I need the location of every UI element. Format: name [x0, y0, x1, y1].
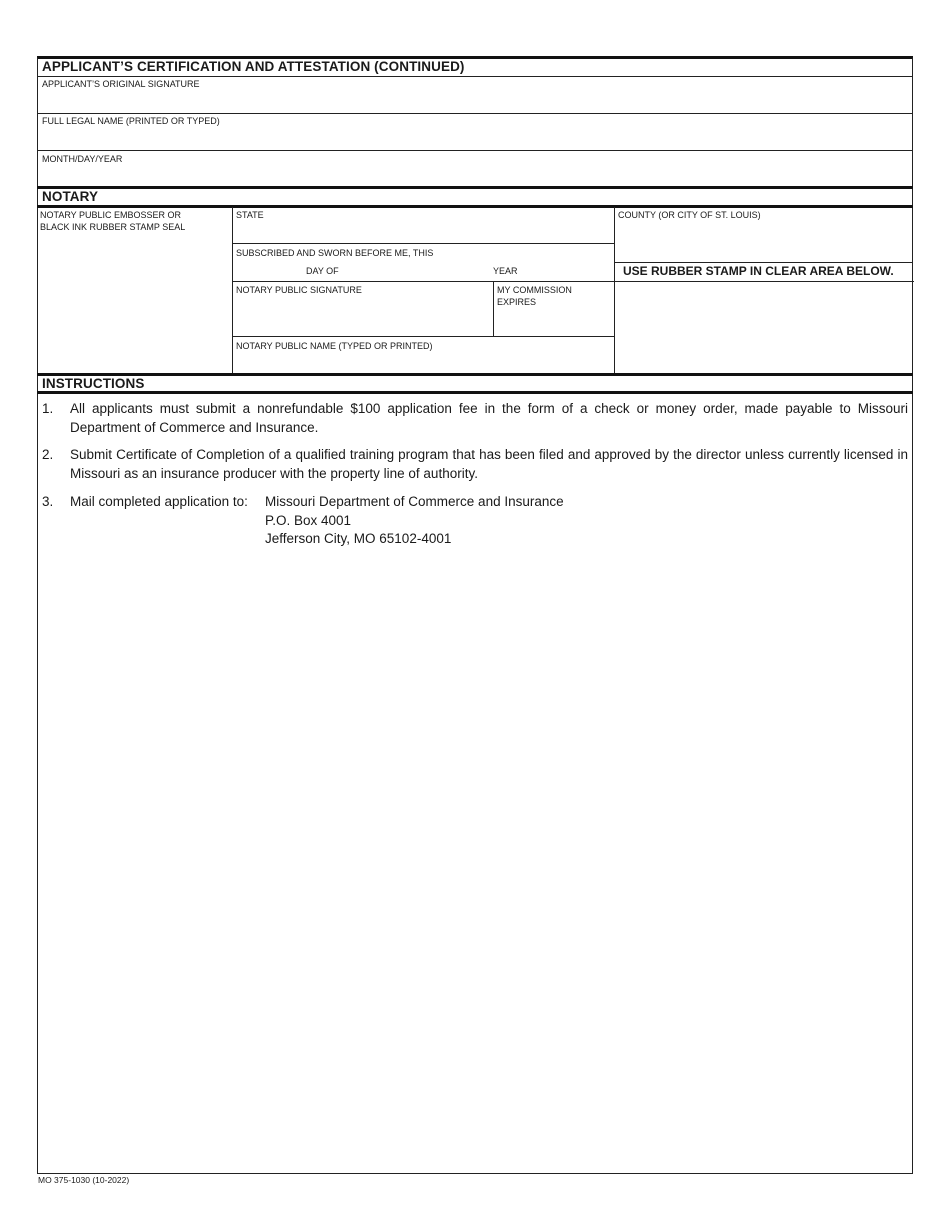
- certification-title: APPLICANT’S CERTIFICATION AND ATTESTATION (CONTINUED): [42, 59, 465, 74]
- stamp-note: USE RUBBER STAMP IN CLEAR AREA BELOW.: [623, 264, 894, 278]
- instruction-text: All applicants must submit a nonrefundable $100 application fee in the form of a check or money order, made payable to Missouri Department of Commerce and Insurance.: [70, 401, 908, 435]
- county-label: COUNTY (OR CITY OF ST. LOUIS): [618, 210, 761, 220]
- notary-title: NOTARY: [42, 189, 99, 204]
- instruction-item: [42, 400, 908, 438]
- instruction-number: 1.: [42, 401, 54, 416]
- applicant-signature-field[interactable]: [38, 77, 913, 113]
- instruction-item: [42, 446, 908, 484]
- form-number: MO 375-1030 (10-2022): [38, 1175, 130, 1185]
- sworn-label: SUBSCRIBED AND SWORN BEFORE ME, THIS: [236, 248, 434, 258]
- state-field[interactable]: [233, 207, 614, 243]
- commission-expires-label: MY COMMISSION EXPIRES: [497, 285, 572, 307]
- address-line: Missouri Department of Commerce and Insurance: [265, 494, 564, 509]
- county-field[interactable]: [615, 207, 913, 262]
- day-of-label: DAY OF: [306, 266, 339, 276]
- notary-signature-label: NOTARY PUBLIC SIGNATURE: [236, 285, 362, 295]
- notary-signature-field[interactable]: [233, 282, 493, 336]
- full-legal-name-label: FULL LEGAL NAME (PRINTED OR TYPED): [42, 116, 220, 126]
- instruction-number: 2.: [42, 447, 54, 462]
- instruction-number: 3.: [42, 494, 54, 509]
- section-divider: [37, 186, 913, 189]
- mailing-address: [265, 493, 564, 549]
- instructions-title: INSTRUCTIONS: [42, 376, 145, 391]
- notary-seal-label: NOTARY PUBLIC EMBOSSER OR BLACK INK RUBBER STAMP SEAL: [40, 210, 186, 232]
- section-divider: [37, 373, 913, 376]
- state-label: STATE: [236, 210, 264, 220]
- date-field[interactable]: [38, 151, 913, 186]
- address-line: P.O. Box 4001: [265, 512, 352, 528]
- notary-name-label: NOTARY PUBLIC NAME (TYPED OR PRINTED): [236, 341, 433, 351]
- date-label: MONTH/DAY/YEAR: [42, 154, 123, 164]
- instruction-text: Submit Certificate of Completion of a qualified training program that has been filed and approved by the director unless currently licensed in Missouri as an insurance producer with the property line of authority.: [70, 447, 908, 481]
- address-line: Jefferson City, MO 65102-4001: [265, 531, 452, 546]
- commission-expires-field[interactable]: [494, 282, 614, 336]
- instruction-text: Mail completed application to:: [70, 494, 248, 509]
- year-label: YEAR: [493, 266, 518, 276]
- section-divider: [37, 391, 913, 394]
- notary-seal-area[interactable]: [38, 207, 232, 373]
- full-legal-name-field[interactable]: [38, 114, 913, 150]
- divider: [614, 262, 913, 263]
- notary-name-field[interactable]: [233, 337, 614, 373]
- rubber-stamp-area[interactable]: [615, 282, 913, 373]
- sworn-field[interactable]: [233, 244, 614, 281]
- applicant-signature-label: APPLICANT’S ORIGINAL SIGNATURE: [42, 79, 200, 89]
